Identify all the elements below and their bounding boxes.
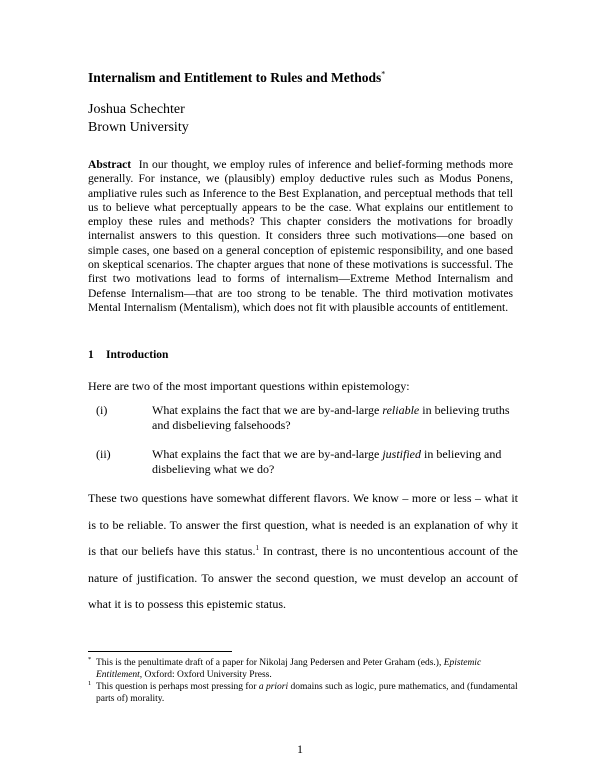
footnote-item: [88, 657, 518, 681]
page-number: 1: [297, 742, 303, 756]
question-text-end: in believing and disbelieving what we do?: [152, 447, 502, 476]
footnote-text-end: , Oxford: Oxford University Press.: [139, 670, 272, 680]
question-text: What explains the fact that we are by-and-large: [152, 403, 383, 417]
question-number: (i): [96, 403, 108, 417]
author-block: [88, 101, 189, 137]
body-paragraph: [88, 485, 518, 618]
footnote-emphasis: a priori: [258, 682, 289, 692]
question-emphasis: reliable: [382, 403, 420, 417]
footnote-mark: 1: [88, 680, 92, 687]
author-affiliation: Brown University: [88, 120, 189, 135]
intro-sentence: Here are two of the most important questions within epistemology:: [88, 379, 410, 393]
question-list: [88, 403, 518, 491]
section-number: 1: [88, 349, 94, 361]
question-emphasis: justified: [382, 447, 422, 461]
footnotes: [88, 657, 518, 705]
question-item: [88, 447, 518, 477]
body-text-part2: In contrast, there is no uncontentious account of the nature of justification. To answer the second question, we must develop an account of what it is to possess this epistemic status.: [88, 544, 518, 611]
author-name: Joshua Schechter: [88, 102, 185, 117]
footnote-divider: [88, 651, 232, 652]
footnote-text: This question is perhaps most pressing for: [96, 682, 259, 692]
footnote-emphasis: Epistemic Entitlement: [96, 658, 482, 680]
footnote-text: This is the penultimate draft of a paper for Nikolaj Jang Pedersen and Peter Graham (eds.),: [96, 658, 444, 668]
body-footnote-mark[interactable]: 1: [255, 544, 259, 552]
question-number: (ii): [96, 447, 111, 461]
title-footnote-mark[interactable]: *: [381, 69, 386, 79]
section-title: Introduction: [106, 349, 169, 361]
question-text: What explains the fact that we are by-and-large: [152, 447, 383, 461]
body-text-part1: These two questions have somewhat different flavors. We know – more or less – what it is to be reliable. To answer the first question, what is needed is an explanation of why it is that our beliefs have this status.: [88, 491, 518, 558]
footnote-text-end: domains such as logic, pure mathematics, and (fundamental parts of) morality.: [96, 682, 518, 704]
question-item: [88, 403, 518, 433]
abstract-label: Abstract: [88, 158, 132, 171]
paper-title-text: Internalism and Entitlement to Rules and Methods: [88, 70, 382, 85]
question-text-end: in believing truths and disbelieving falsehoods?: [152, 403, 510, 432]
footnote-item: [88, 681, 518, 705]
paper-title: [88, 70, 528, 86]
abstract: [88, 158, 513, 315]
footnote-mark: *: [88, 656, 92, 663]
section-heading: [88, 349, 168, 361]
abstract-text: In our thought, we employ rules of inference and belief-forming methods more generally. For instance, we (plausibly) employ deductive rules such as Modus Ponens, ampliative rules such as Inference to the Best Explanation, and perceptual methods that tell us to believe what perceptually appears to be the case. What explains our entitlement to employ these rules and methods? This chapter considers the motivations for broadly internalist answers to this question. It considers three such motivations—one based on simple cases, one based on a general conception of epistemic responsibility, and one based on skeptical scenarios. The chapter argues that none of these motivations is successful. The first two motivations lead to forms of internalism—Extreme Method Internalism and Defense Internalism—that are too strong to be tenable. The third motivation motivates Mental Internalism (Mentalism), which does not fit with plausible accounts of entitlement.: [88, 158, 513, 314]
